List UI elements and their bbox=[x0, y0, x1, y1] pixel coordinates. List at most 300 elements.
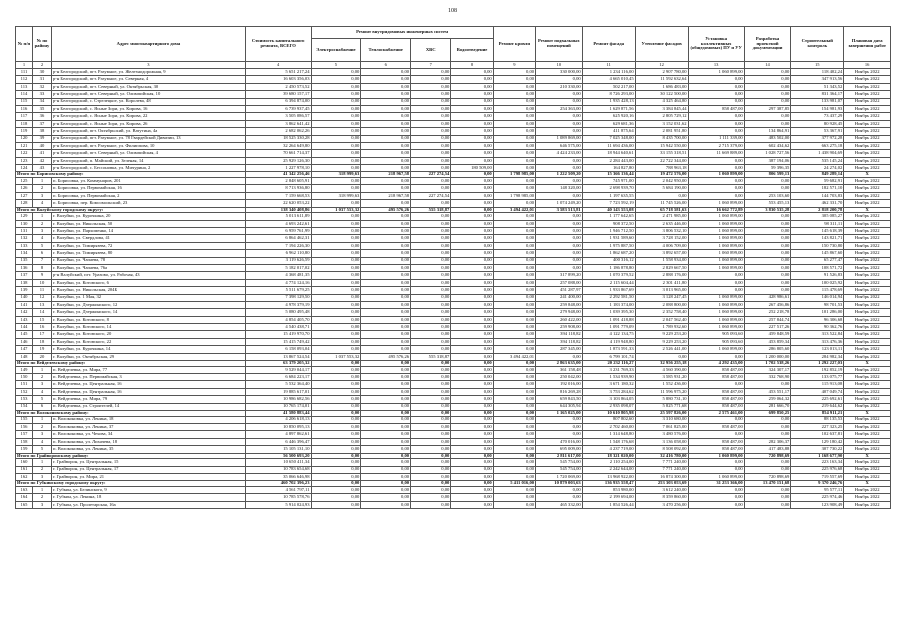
subtotal-cell: 495 576,26 bbox=[361, 207, 411, 213]
table-cell: 11 bbox=[32, 287, 51, 294]
table-cell: Ноябрь 2022 bbox=[844, 185, 891, 192]
table-cell: 307 730,22 bbox=[791, 446, 844, 453]
table-cell: 0,00 bbox=[536, 98, 583, 105]
table-cell: 0,00 bbox=[361, 242, 411, 249]
table-cell: 1 060 899,00 bbox=[688, 294, 744, 301]
table-cell: 0,00 bbox=[744, 381, 791, 388]
table-cell: 25 929 126,30 bbox=[245, 157, 311, 164]
table-cell: 0,00 bbox=[744, 459, 791, 466]
table-cell: 0,00 bbox=[411, 381, 451, 388]
table-row bbox=[16, 200, 891, 207]
table-cell: Ноябрь 2022 bbox=[844, 150, 891, 157]
table-cell: 1 060 899,00 bbox=[688, 473, 744, 480]
table-cell: 0,00 bbox=[361, 69, 411, 76]
table-cell: 0,00 bbox=[361, 309, 411, 316]
table-cell: 0,00 bbox=[311, 501, 361, 508]
table-cell: 0,00 bbox=[411, 346, 451, 353]
address-cell: г. Валуйки, ул. Дзержинского, 12 bbox=[52, 301, 246, 308]
table-cell: 0,00 bbox=[744, 69, 791, 76]
table-cell: 0,00 bbox=[451, 228, 493, 235]
table-cell: 3 bbox=[32, 192, 51, 199]
table-cell: 16 bbox=[32, 324, 51, 331]
table-cell: 1 060 899,00 bbox=[688, 250, 744, 257]
table-cell: 0,00 bbox=[311, 98, 361, 105]
header-address: Адрес многоквартирного дома bbox=[52, 27, 246, 62]
table-cell: 180 509,00 bbox=[451, 165, 493, 172]
table-cell: 32 bbox=[32, 83, 51, 90]
table-cell: 2 698 939,70 bbox=[582, 185, 635, 192]
table-cell: 1 060 899,00 bbox=[688, 301, 744, 308]
table-cell: 0,00 bbox=[451, 473, 493, 480]
table-cell: 1 234 116,00 bbox=[582, 69, 635, 76]
table-cell: 2 635 446,00 bbox=[635, 220, 688, 227]
table-cell: 137 bbox=[16, 272, 33, 279]
table-cell: 1 060 899,00 bbox=[688, 309, 744, 316]
table-row bbox=[16, 403, 891, 410]
subtotal-cell: 41 580 883,44 bbox=[245, 410, 311, 416]
table-cell: 0,00 bbox=[311, 287, 361, 294]
table-cell: 152 bbox=[16, 388, 33, 395]
table-cell: 0,00 bbox=[451, 294, 493, 301]
table-cell: 0,00 bbox=[744, 272, 791, 279]
table-cell: 0,00 bbox=[744, 178, 791, 185]
table-cell: 0,00 bbox=[451, 366, 493, 373]
table-cell: 545 754,00 bbox=[536, 459, 583, 466]
table-cell: 1 bbox=[32, 366, 51, 373]
table-row bbox=[16, 473, 891, 480]
table-cell: 0,00 bbox=[411, 423, 451, 430]
table-cell: 377 972,28 bbox=[791, 135, 844, 142]
table-cell: 905 093,60 bbox=[688, 338, 744, 345]
table-cell: 4 665 010,45 bbox=[582, 76, 635, 83]
table-cell: 100 025,92 bbox=[791, 279, 844, 286]
table-cell: 3 612 240,00 bbox=[635, 486, 688, 493]
table-cell: 8 713 936,80 bbox=[245, 185, 311, 192]
table-cell: 2 715 379,00 bbox=[688, 142, 744, 149]
table-cell: 124 bbox=[16, 165, 33, 172]
table-cell: Ноябрь 2022 bbox=[844, 374, 891, 381]
table-cell: 0,00 bbox=[311, 165, 361, 172]
table-cell: 0,00 bbox=[451, 374, 493, 381]
table-cell: 267 456,86 bbox=[744, 301, 791, 308]
table-cell: 6 739 937,45 bbox=[245, 105, 311, 112]
table-cell: 0,00 bbox=[536, 113, 583, 120]
address-cell: г. Валуйки, ул. Тимирязева, 72 bbox=[52, 242, 246, 249]
table-cell: 0,00 bbox=[411, 135, 451, 142]
table-cell: 0,00 bbox=[493, 396, 535, 403]
table-cell: 0,00 bbox=[493, 257, 535, 264]
column-number: 12 bbox=[635, 62, 688, 69]
table-cell: 153 bbox=[16, 396, 33, 403]
subtotal-cell: Х bbox=[844, 453, 891, 459]
subtotal-cell: 1 060 899,00 bbox=[688, 172, 744, 178]
table-cell: 0,00 bbox=[361, 431, 411, 438]
table-cell: 387 194,06 bbox=[744, 157, 791, 164]
table-cell: 0,00 bbox=[361, 324, 411, 331]
table-cell: 145 618,39 bbox=[791, 228, 844, 235]
table-cell: 0,00 bbox=[536, 91, 583, 98]
table-cell: 122 bbox=[16, 150, 33, 157]
table-cell: 0,00 bbox=[744, 416, 791, 423]
table-cell: Ноябрь 2022 bbox=[844, 338, 891, 345]
table-cell: 3 bbox=[32, 381, 51, 388]
address-cell: г. Валуйки, ул. 1 Мая, 32 bbox=[52, 294, 246, 301]
table-cell: 5 080 495,48 bbox=[245, 309, 311, 316]
table-cell: 218 967,58 bbox=[361, 192, 411, 199]
address-cell: р-н Белгородский, с. Ясные Зори, ул. Кирова, 26 bbox=[52, 120, 246, 127]
table-cell: 816 269,28 bbox=[536, 388, 583, 395]
table-cell: 155 bbox=[16, 416, 33, 423]
table-cell: 0,00 bbox=[688, 192, 744, 199]
table-cell: 313 522,84 bbox=[791, 331, 844, 338]
table-cell: 10 785 578,76 bbox=[245, 494, 311, 501]
table-cell: 1 931 589,60 bbox=[582, 235, 635, 242]
table-cell: 0,00 bbox=[688, 272, 744, 279]
table-cell: 1 558 934,00 bbox=[635, 257, 688, 264]
table-cell: 1 091 779,09 bbox=[582, 324, 635, 331]
table-cell: 1 200 000,00 bbox=[744, 353, 791, 360]
table-cell: Ноябрь 2022 bbox=[844, 494, 891, 501]
table-cell: 0,00 bbox=[361, 220, 411, 227]
header-facade: Ремонт фасада bbox=[582, 27, 635, 62]
table-cell: 118 bbox=[16, 120, 33, 127]
table-cell: 0,00 bbox=[744, 91, 791, 98]
address-cell: р-н Белгородский, пгт. Разумное, ул. 78 Гвардейской Дивизии, 13 bbox=[52, 135, 246, 142]
column-number: 10 bbox=[536, 62, 583, 69]
table-cell: 3 128 247,45 bbox=[635, 294, 688, 301]
table-cell: 80 928,45 bbox=[791, 120, 844, 127]
address-cell: п. Волоконовка, ул. Ленина, 18 bbox=[52, 416, 246, 423]
table-row bbox=[16, 353, 891, 360]
table-cell: 0,00 bbox=[451, 264, 493, 271]
table-cell: 4 325 464,80 bbox=[635, 98, 688, 105]
table-cell: 502 217,00 bbox=[582, 83, 635, 90]
column-number: 6 bbox=[361, 62, 411, 69]
table-cell: 1 946 712,50 bbox=[582, 228, 635, 235]
table-cell: 51 343,52 bbox=[791, 83, 844, 90]
column-number: 11 bbox=[582, 62, 635, 69]
table-cell: 0,00 bbox=[361, 374, 411, 381]
table-cell: 0,00 bbox=[361, 150, 411, 157]
table-row bbox=[16, 120, 891, 127]
subtotal-cell: 2 811 617,00 bbox=[536, 453, 583, 459]
table-cell: 5 182 017,02 bbox=[245, 264, 311, 271]
subtotal-cell: 65 718 581,63 bbox=[635, 207, 688, 213]
table-cell: 1 798 985,00 bbox=[493, 192, 535, 199]
table-cell: 0,00 bbox=[451, 416, 493, 423]
address-cell: п. Вейделевка, ул. Центральная, 16 bbox=[52, 388, 246, 395]
table-cell: Ноябрь 2022 bbox=[844, 466, 891, 473]
subtotal-cell: 3 583 513,81 bbox=[536, 207, 583, 213]
table-cell: 1 089 869,00 bbox=[536, 135, 583, 142]
table-cell: 0,00 bbox=[311, 76, 361, 83]
header-total-cost: Стоимость капитального ремонта, ВСЕГО bbox=[245, 27, 311, 62]
table-row bbox=[16, 374, 891, 381]
table-cell: Ноябрь 2022 bbox=[844, 228, 891, 235]
table-cell: 2 088 800,00 bbox=[635, 301, 688, 308]
table-cell: 908 372,50 bbox=[582, 220, 635, 227]
subtotal-label: Итого по Волоконовскому району: bbox=[16, 410, 246, 416]
table-cell: 0,00 bbox=[361, 128, 411, 135]
subtotal-label: Итого по Грайворонскому району: bbox=[16, 453, 246, 459]
table-cell: 0,00 bbox=[451, 242, 493, 249]
table-cell: 0,00 bbox=[311, 473, 361, 480]
table-cell: 9 529 044,17 bbox=[245, 366, 311, 373]
table-cell: 98 701,53 bbox=[791, 301, 844, 308]
address-cell: р-н Белгородский, п. Майский, ул. Зеленая, 14 bbox=[52, 157, 246, 164]
table-row bbox=[16, 279, 891, 286]
table-cell: 102 637,81 bbox=[791, 431, 844, 438]
address-cell: г. Валуйки, ул. Чапаева, 78 bbox=[52, 257, 246, 264]
table-cell: 0,00 bbox=[361, 98, 411, 105]
table-row bbox=[16, 431, 891, 438]
table-cell: 10 986 682,56 bbox=[245, 396, 311, 403]
subtotal-cell: 806 599,13 bbox=[744, 172, 791, 178]
table-row bbox=[16, 192, 891, 199]
table-cell: 6 684 223,17 bbox=[245, 374, 311, 381]
table-cell: 0,00 bbox=[493, 403, 535, 410]
table-cell: 287 345,00 bbox=[536, 346, 583, 353]
table-cell: 0,00 bbox=[493, 486, 535, 493]
table-cell: 0,00 bbox=[688, 91, 744, 98]
address-cell: п. Вейделевка, ул. Мира, 79 bbox=[52, 396, 246, 403]
subtotal-label: Итого по Валуйскому городскому округу: bbox=[16, 207, 246, 213]
table-cell: 0,00 bbox=[688, 157, 744, 164]
table-cell: 0,00 bbox=[493, 250, 535, 257]
table-cell: 695 009,00 bbox=[536, 446, 583, 453]
table-cell: 0,00 bbox=[451, 185, 493, 192]
table-cell: 1 935 428,13 bbox=[582, 98, 635, 105]
table-cell: 5 684 190,00 bbox=[635, 185, 688, 192]
table-cell: 788 963,18 bbox=[635, 165, 688, 172]
subtotal-cell: 4 292 435,00 bbox=[688, 361, 744, 367]
table-cell: 0,00 bbox=[451, 250, 493, 257]
address-cell: г. Губкин, ул. Пролетарская, 16а bbox=[52, 501, 246, 508]
table-cell: 0,00 bbox=[744, 431, 791, 438]
table-cell: 2 115 604,44 bbox=[582, 279, 635, 286]
address-cell: п. Вейделевка, ул. Строителей, 14 bbox=[52, 403, 246, 410]
subtotal-cell: 227 274,54 bbox=[411, 172, 451, 178]
table-cell: 0,00 bbox=[688, 486, 744, 493]
table-cell: 1 534 939,90 bbox=[582, 374, 635, 381]
table-cell: 143 821,71 bbox=[791, 235, 844, 242]
table-cell: 0,00 bbox=[451, 324, 493, 331]
table-cell: Ноябрь 2022 bbox=[844, 83, 891, 90]
table-row bbox=[16, 213, 891, 220]
subtotal-cell: 20 232 116,27 bbox=[582, 361, 635, 367]
table-cell: 10 850 095,13 bbox=[245, 423, 311, 430]
table-cell: 254 363,00 bbox=[536, 105, 583, 112]
table-cell: 140 bbox=[16, 294, 33, 301]
table-cell: 3 480 576,00 bbox=[635, 431, 688, 438]
table-cell: 0,00 bbox=[493, 150, 535, 157]
table-cell: Ноябрь 2022 bbox=[844, 120, 891, 127]
table-cell: 159 bbox=[16, 446, 33, 453]
address-cell: р-н Белгородский, пгт. Разумное, ул. Филиппова, 10 bbox=[52, 142, 246, 149]
table-cell: 0,00 bbox=[451, 423, 493, 430]
table-cell: 0,00 bbox=[451, 105, 493, 112]
table-cell: 144 bbox=[16, 324, 33, 331]
table-cell: 22 722 344,00 bbox=[635, 157, 688, 164]
table-cell: 0,00 bbox=[493, 185, 535, 192]
table-cell: 0,00 bbox=[311, 185, 361, 192]
table-cell: 0,00 bbox=[311, 331, 361, 338]
header-insulation: Утепление фасадов bbox=[635, 27, 688, 62]
table-cell: 0,00 bbox=[361, 366, 411, 373]
table-cell: 0,00 bbox=[451, 235, 493, 242]
table-cell: 11 669 889,00 bbox=[688, 150, 744, 157]
table-cell: 227 274,54 bbox=[411, 192, 451, 199]
table-cell: 0,00 bbox=[311, 309, 361, 316]
address-cell: г. Валуйки, ул. Тимирязева, 80 bbox=[52, 250, 246, 257]
table-cell: 3 470 256,00 bbox=[635, 501, 688, 508]
table-cell: 0,00 bbox=[493, 272, 535, 279]
table-cell: Ноябрь 2022 bbox=[844, 396, 891, 403]
table-row bbox=[16, 69, 891, 76]
table-cell: 3 585 931,20 bbox=[635, 374, 688, 381]
table-cell: 128 bbox=[16, 200, 33, 207]
table-cell: 0,00 bbox=[493, 98, 535, 105]
table-cell: 0,00 bbox=[536, 264, 583, 271]
table-cell: 123 013,11 bbox=[791, 346, 844, 353]
table-cell: Ноябрь 2022 bbox=[844, 165, 891, 172]
table-cell: 0,00 bbox=[411, 438, 451, 445]
table-cell: Ноябрь 2022 bbox=[844, 366, 891, 373]
header-roof: Ремонт кровли bbox=[493, 27, 535, 62]
table-cell: 0,00 bbox=[451, 388, 493, 395]
table-cell: 0,00 bbox=[493, 242, 535, 249]
table-row bbox=[16, 83, 891, 90]
table-row bbox=[16, 294, 891, 301]
table-cell: 5 bbox=[32, 446, 51, 453]
table-cell: 154 bbox=[16, 403, 33, 410]
table-cell: 2 848 605,91 bbox=[245, 178, 311, 185]
table-cell: 0,00 bbox=[411, 76, 451, 83]
table-cell: 144 703,83 bbox=[791, 192, 844, 199]
table-cell: 3 103 864,05 bbox=[582, 396, 635, 403]
address-cell: г. Валуйки, ул. Курочкина, 14 bbox=[52, 346, 246, 353]
subtotal-label: Итого по Вейделевскому району: bbox=[16, 361, 246, 367]
table-cell: 0,00 bbox=[493, 287, 535, 294]
table-cell: 0,00 bbox=[361, 264, 411, 271]
column-number: 4 bbox=[245, 62, 311, 69]
table-cell: 1 bbox=[32, 416, 51, 423]
subtotal-cell: 0,00 bbox=[493, 453, 535, 459]
table-cell: 0,00 bbox=[493, 200, 535, 207]
table-cell: 225 974,46 bbox=[791, 494, 844, 501]
table-cell: 1 bbox=[32, 213, 51, 220]
table-cell: 1 039 395,30 bbox=[582, 309, 635, 316]
table-cell: 0,00 bbox=[311, 213, 361, 220]
table-cell: 0,00 bbox=[411, 257, 451, 264]
table-cell: 625 920,16 bbox=[582, 113, 635, 120]
table-cell: 0,00 bbox=[744, 185, 791, 192]
table-cell: 0,00 bbox=[311, 279, 361, 286]
table-cell: 545 754,00 bbox=[536, 466, 583, 473]
table-cell: Ноябрь 2022 bbox=[844, 213, 891, 220]
table-cell: 0,00 bbox=[311, 264, 361, 271]
table-cell: 0,00 bbox=[411, 83, 451, 90]
table-cell: 0,00 bbox=[451, 446, 493, 453]
table-cell: 394 118,82 bbox=[536, 331, 583, 338]
table-row bbox=[16, 250, 891, 257]
table-cell: 3 862 641,42 bbox=[245, 120, 311, 127]
table-cell: 15 bbox=[32, 316, 51, 323]
table-cell: 1 720 069,00 bbox=[536, 473, 583, 480]
table-cell: 3 136 058,00 bbox=[635, 438, 688, 445]
table-cell: 96 306,68 bbox=[791, 316, 844, 323]
subtotal-cell: 5 411 016,00 bbox=[493, 481, 535, 487]
table-cell: 8 bbox=[32, 264, 51, 271]
table-cell: 12 bbox=[32, 294, 51, 301]
table-cell: 0,00 bbox=[688, 128, 744, 135]
table-cell: 0,00 bbox=[311, 128, 361, 135]
table-cell: 7 398 129,50 bbox=[245, 294, 311, 301]
subtotal-cell: 2 575 461,00 bbox=[688, 410, 744, 416]
table-cell: 0,00 bbox=[411, 279, 451, 286]
address-cell: г. Валуйки, ул. Котовского, 8 bbox=[52, 316, 246, 323]
subtotal-cell: 13 470 151,68 bbox=[744, 481, 791, 487]
table-cell: 163 bbox=[16, 486, 33, 493]
address-cell: г. Валуйки, ул. Котовского, 14 bbox=[52, 324, 246, 331]
table-cell: 42 bbox=[32, 157, 51, 164]
table-cell: 156 bbox=[16, 423, 33, 430]
table-cell: 1 548 176,68 bbox=[582, 438, 635, 445]
table-cell: 0,00 bbox=[411, 272, 451, 279]
table-cell: 0,00 bbox=[493, 83, 535, 90]
table-cell: 0,00 bbox=[451, 257, 493, 264]
table-cell: 0,00 bbox=[411, 185, 451, 192]
table-cell: 279 948,00 bbox=[536, 309, 583, 316]
table-cell: 0,00 bbox=[311, 142, 361, 149]
table-cell: 0,00 bbox=[361, 403, 411, 410]
table-cell: 0,00 bbox=[411, 165, 451, 172]
table-cell: 0,00 bbox=[361, 213, 411, 220]
table-row bbox=[16, 178, 891, 185]
table-cell: 4 854 405,70 bbox=[245, 316, 311, 323]
table-cell: 0,00 bbox=[493, 324, 535, 331]
subtotal-cell: 32 416 780,00 bbox=[635, 453, 688, 459]
table-cell: 10 650 411,34 bbox=[245, 459, 311, 466]
column-number: 7 bbox=[411, 62, 451, 69]
subtotal-cell: Х bbox=[844, 410, 891, 416]
table-cell: 2 042 950,00 bbox=[635, 178, 688, 185]
table-cell: 257 844,74 bbox=[744, 316, 791, 323]
subtotal-cell: 0,00 bbox=[311, 453, 361, 459]
table-cell: 0,00 bbox=[688, 381, 744, 388]
table-cell: 0,00 bbox=[411, 250, 451, 257]
table-cell: 241 400,00 bbox=[536, 294, 583, 301]
table-cell: 0,00 bbox=[361, 200, 411, 207]
table-cell: 7 061 825,00 bbox=[635, 423, 688, 430]
table-cell: 0,00 bbox=[493, 494, 535, 501]
table-cell: 0,00 bbox=[635, 192, 688, 199]
table-row bbox=[16, 272, 891, 279]
table-cell: 0,00 bbox=[361, 473, 411, 480]
table-cell: 111 bbox=[16, 69, 33, 76]
subtotal-cell: 0,00 bbox=[451, 361, 493, 367]
table-cell: 2 301 411,80 bbox=[635, 279, 688, 286]
table-cell: 0,00 bbox=[361, 494, 411, 501]
table-cell: Ноябрь 2022 bbox=[844, 98, 891, 105]
table-cell: 0,00 bbox=[361, 157, 411, 164]
table-cell: 40 bbox=[32, 142, 51, 149]
table-cell: 4 560 390,00 bbox=[635, 366, 688, 373]
table-row bbox=[16, 185, 891, 192]
table-cell: 121 bbox=[16, 142, 33, 149]
table-cell: 147 bbox=[16, 346, 33, 353]
table-cell: Ноябрь 2022 bbox=[844, 264, 891, 271]
